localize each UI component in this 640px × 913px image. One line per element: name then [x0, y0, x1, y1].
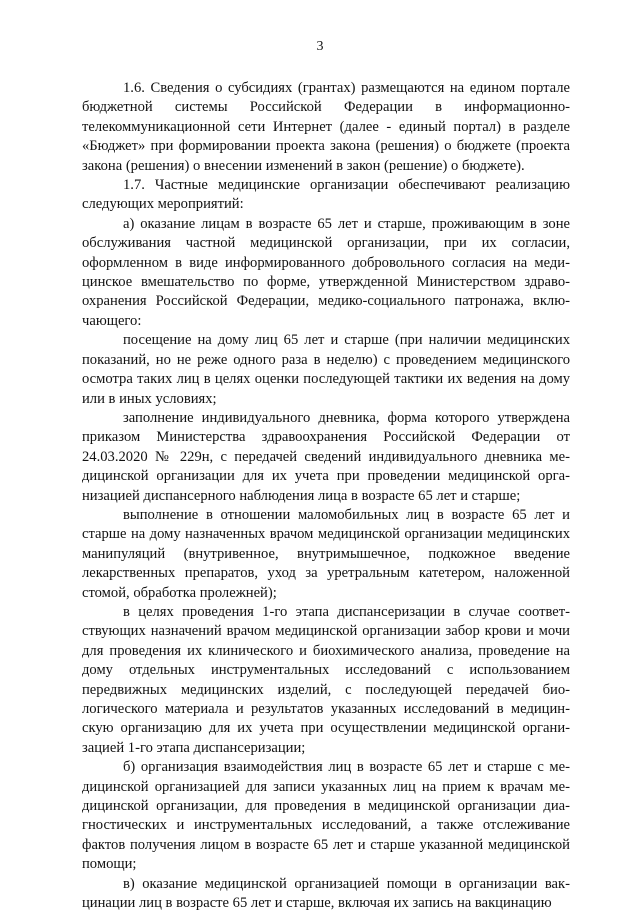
paragraph-b-interaction: б) организация взаимодействия лиц в возрасте 65 лет и старше с медицинской организацией для записи указанных лиц на прием к врачам медицинской организации, для проведения в медицинской организации диагностических и инструментальных исследований, а также отслеживание фактов получения лицом в возрасте 65 лет и старше указанной медицинской помощи; [82, 759, 570, 873]
paragraph-home-procedures: выполнение в отношении маломобильных лиц в возрасте 65 лет и старше на дому назначенных врачом медицинской организации медицинских манипуляций (внутривенное, внутримышечное, подкожное введение лекарственных препаратов, уход за уретральным катетером, наложенной стомой, обработка пролежней); [82, 506, 570, 601]
document-body [82, 79, 570, 913]
paragraph-c-vaccination: в) оказание медицинской организацией помощи в организации вакцинации лиц в возрасте 65 лет и старше, включая их запись на вакцинацию [82, 875, 570, 912]
page-number: 3 [316, 39, 324, 54]
paragraph-a-patronage: а) оказание лицам в возрасте 65 лет и старше, проживающим в зоне обслуживания частной медицинской организации, при их согласии, оформленном в виде информированного добровольного согласия на медицинское вмешательство по форме, утвержденной Министерством здравоохранения Российской Федерации, медико-социального патронажа, включающего: [82, 215, 570, 329]
paragraph-individual-diary: заполнение индивидуального дневника, форма которого утверждена приказом Министерства здравоохранения Российской Федерации от 24.03.2020 № 229н, с передачей сведений индивидуального дневника медицинской организации для их учета при проведении медицинской организацией диспансерного наблюдения лица в возрасте 65 лет и старше; [82, 409, 570, 504]
paragraph-dispensary-stage-1: в целях проведения 1-го этапа диспансеризации в случае соответствующих назначений врачом медицинской организации забор крови и мочи для проведения их клинического и биохимического анализа, проведение на дому отдельных инструментальных исследований с использованием передвижных медицинских изделий, с последующей передачей биологического материала и результатов указанных исследований в медицинскую организацию для их учета при осуществлении медицинской организацией 1-го этапа диспансеризации; [82, 603, 570, 756]
paragraph-home-visits: посещение на дому лиц 65 лет и старше (при наличии медицинских показаний, но не реже одного раза в неделю) с проведением медицинского осмотра таких лиц в целях оценки последующей тактики их ведения на дому или в иных условиях; [82, 332, 570, 407]
paragraph-1-6-subsidy-info: 1.6. Сведения о субсидиях (грантах) размещаются на едином портале бюджетной системы Российской Федерации в информационно-телекоммуникационной сети Интернет (далее - единый портал) в разделе «Бюджет» при формировании проекта закона (решения) о бюджете (проекта закона (решения) о внесении изменений в закон (решение) о бюджете). [82, 80, 570, 174]
paragraph-1-7-intro: 1.7. Частные медицинские организации обеспечивают реализацию следующих мероприятий: [82, 177, 570, 213]
